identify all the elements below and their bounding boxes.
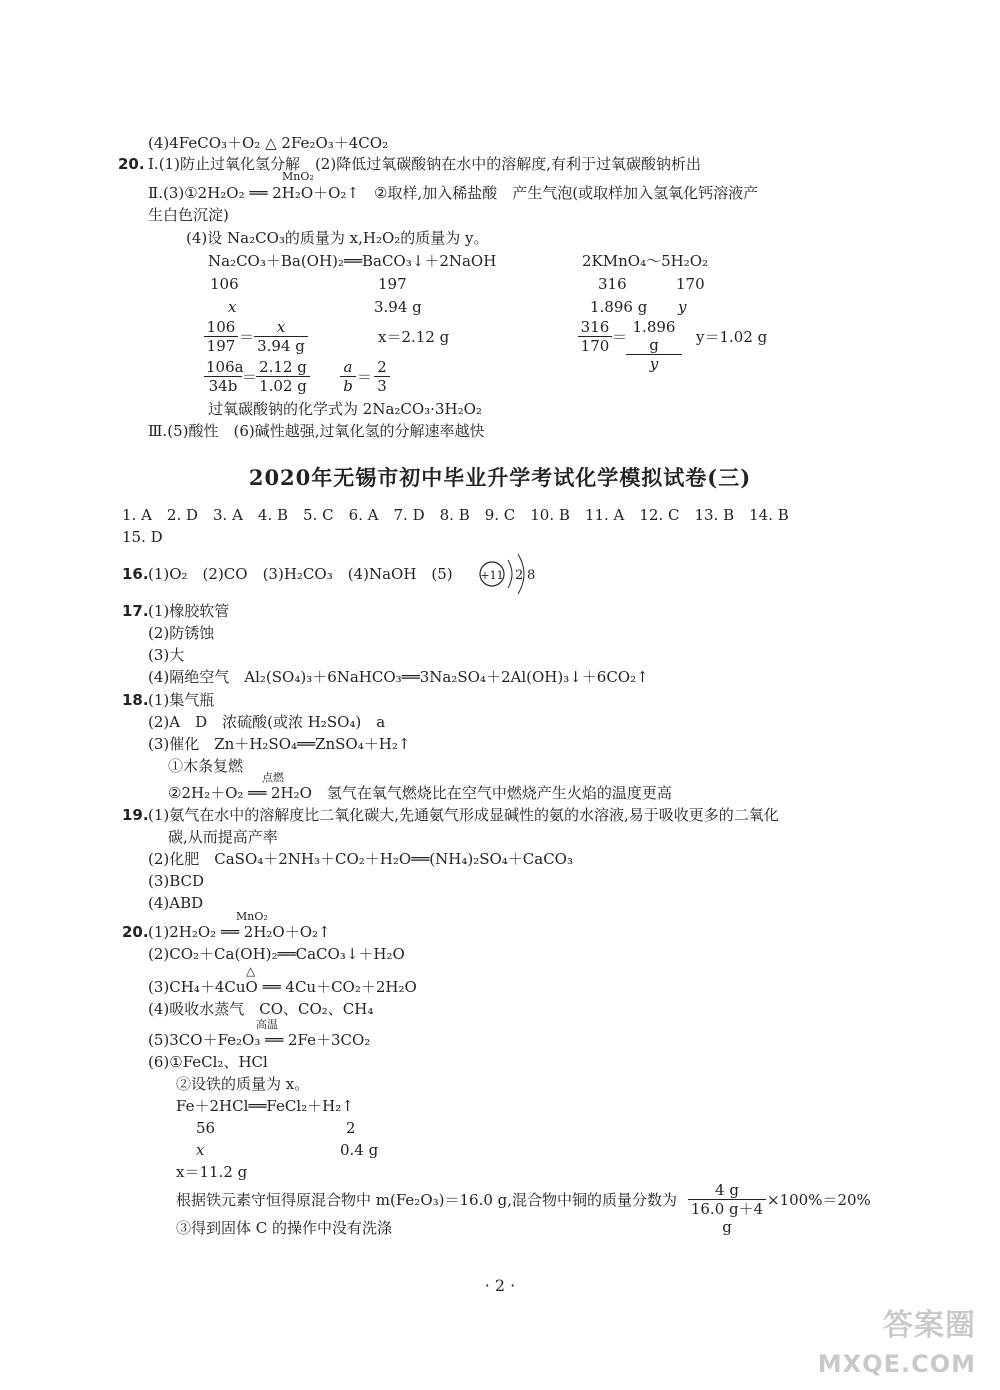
q20-part4-setup: (4)设 Na₂CO₃的质量为 x,H₂O₂的质量为 y。 [186, 229, 489, 247]
fraction-1896-y: $\frac{1.896 g}{y}$ [626, 318, 682, 373]
q19-line-1b: 碳,从而提高产率 [168, 828, 278, 846]
q18-line-4: ①木条复燃 [168, 757, 244, 775]
q20b-number: 20. [122, 923, 149, 941]
q20b-line-7: ②设铁的质量为 x。 [176, 1075, 310, 1093]
q16-answers: (1)O₂ (2)CO (3)H₂CO₃ (4)NaOH (5) [148, 565, 453, 583]
fraction-106-197: $\frac{106}{197}$ [204, 318, 238, 355]
fraction-106a-34b: $\frac{106a}{34b}$ [206, 358, 244, 395]
q20-number: 20. [118, 155, 145, 173]
ignition-condition: 点燃 [262, 771, 284, 784]
coef-170: 170 [676, 275, 705, 293]
q20b-line-9: 根据铁元素守恒得原混合物中 m(Fe₂O₃)＝16.0 g,混合物中铜的质量分数为 [176, 1191, 678, 1209]
q17-line-3: (3)大 [148, 646, 185, 664]
q19-line-1: (1)氨气在水中的溶解度比二氧化碳大,先通氨气形成显碱性的氨的水溶液,易于吸收更多的二氧化 [148, 806, 779, 824]
q17-line-2: (2)防锈蚀 [148, 624, 215, 642]
fraction-a-b: $\frac{a}{b}$ [340, 358, 356, 395]
q20b-line-6: (6)①FeCl₂、HCl [148, 1053, 268, 1071]
shell-1-electrons: 2 [515, 568, 524, 583]
q20-mno2-condition: MnO₂ [282, 170, 314, 183]
fraction-2-3: $\frac{2}{3}$ [374, 358, 390, 395]
q20-part-II-cont: 生白色沉淀) [148, 206, 229, 224]
equation-right: 2KMnO₄～5H₂O₂ [582, 252, 709, 270]
q18-number: 18. [122, 691, 149, 709]
equals-sign-2: ＝ [612, 328, 628, 346]
result-y: y＝1.02 g [696, 328, 768, 346]
mass-04: 0.4 g [340, 1141, 379, 1159]
q16-number: 16. [122, 565, 149, 583]
q20b-line-4: (4)吸收水蒸气 CO、CO₂、CH₄ [148, 1000, 374, 1018]
q20-part-I: Ⅰ.(1)防止过氧化氢分解 (2)降低过氧碳酸钠在水中的溶解度,有利于过氧碳酸钠析出 [148, 155, 701, 173]
q20b-line-3: (3)CH₄＋4CuO ══ 4Cu＋CO₂＋2H₂O [148, 978, 417, 996]
result-x: x＝2.12 g [378, 328, 450, 346]
unknown-x: x [228, 298, 237, 316]
q19-line-2: (2)化肥 CaSO₄＋2NH₃＋CO₂＋H₂O══(NH₄)₂SO₄＋CaCO₃ [148, 850, 573, 868]
watermark-logo: 答案圈 [883, 1308, 976, 1343]
q20b-percent: ×100%＝20% [767, 1191, 871, 1209]
q19-part4-equation: (4)4FeCO₃＋O₂ △ 2Fe₂O₃＋4CO₂ [148, 134, 389, 152]
q20-part-III: Ⅲ.(5)酸性 (6)碱性越强,过氧化氢的分解速率越快 [148, 422, 485, 440]
coef-56: 56 [196, 1119, 216, 1137]
unknown-y: y [678, 298, 687, 316]
q20b-line-10: ③得到固体 C 的操作中没有洗涤 [176, 1219, 393, 1237]
mc-answers-row-2: 15. D [122, 528, 163, 546]
q18-line-1: (1)集气瓶 [148, 691, 215, 709]
coef-106: 106 [210, 275, 239, 293]
result-fe-mass: x＝11.2 g [176, 1163, 248, 1181]
mass-1896: 1.896 g [590, 298, 648, 316]
equation-left: Na₂CO₃＋Ba(OH)₂══BaCO₃↓＋2NaOH [208, 252, 497, 270]
catalyst-condition: MnO₂ [236, 910, 268, 923]
coef-2: 2 [346, 1119, 356, 1137]
nucleus-charge: +11 [480, 569, 504, 582]
page-number: · 2 · [484, 1276, 516, 1295]
equals-sign-3: ＝ [242, 368, 258, 386]
fraction-316-170: $\frac{316}{170}$ [578, 318, 612, 355]
q20-part-II: Ⅱ.(3)①2H₂O₂ ══ 2H₂O＋O₂↑ ②取样,加入稀盐酸 产生气泡(或取样加入氢氧化钙溶液产 [148, 184, 759, 202]
q19-number: 19. [122, 806, 149, 824]
q17-line-4: (4)隔绝空气 Al₂(SO₄)₃＋6NaHCO₃══3Na₂SO₄＋2Al(OH)₃↓＋6CO₂↑ [148, 668, 649, 686]
q20b-line-8: Fe＋2HCl══FeCl₂＋H₂↑ [176, 1097, 354, 1115]
exam-title: 2020年无锡市初中毕业升学考试化学模拟试卷(三) [248, 465, 752, 490]
coef-197: 197 [378, 275, 407, 293]
coef-316: 316 [598, 275, 627, 293]
heat-condition: △ [246, 964, 256, 978]
sodium-atom-structure-diagram [478, 548, 540, 602]
q20b-line-2: (2)CO₂＋Ca(OH)₂══CaCO₃↓＋H₂O [148, 945, 405, 963]
q17-line-1: (1)橡胶软管 [148, 602, 230, 620]
high-temp-condition: 高温 [256, 1018, 278, 1031]
fraction-212-102: $\frac{2.12 g}{1.02 g}$ [256, 358, 310, 395]
q17-number: 17. [122, 602, 149, 620]
q19-line-3: (3)BCD [148, 872, 205, 890]
electron-shell-1 [508, 560, 512, 588]
mc-answers-row-1: 1. A 2. D 3. A 4. B 5. C 6. A 7. D 8. B 9. C 10. B 11. A 12. C 13. B 14. B [122, 506, 789, 524]
q18-line-5: ②2H₂＋O₂ ══ 2H₂O 氢气在氧气燃烧比在空气中燃烧产生火焰的温度更高 [168, 784, 672, 802]
fraction-x-394: $\frac{x}{3.94 g}$ [254, 318, 308, 355]
equals-sign-4: ＝ [357, 368, 373, 386]
q19-line-4: (4)ABD [148, 894, 204, 912]
mass-394: 3.94 g [374, 298, 422, 316]
equals-sign: ＝ [239, 328, 255, 346]
unknown-x-fe: x [196, 1141, 205, 1159]
watermark-url: MXQE.COM [817, 1350, 976, 1378]
q18-line-3: (3)催化 Zn＋H₂SO₄══ZnSO₄＋H₂↑ [148, 735, 411, 753]
q20b-line-1: (1)2H₂O₂ ══ 2H₂O＋O₂↑ [148, 923, 331, 941]
q18-line-2: (2)A D 浓硫酸(或浓 H₂SO₄) a [148, 713, 386, 731]
chemical-formula-result: 过氧碳酸钠的化学式为 2Na₂CO₃·3H₂O₂ [208, 400, 482, 418]
shell-2-electrons: 8 [527, 568, 536, 583]
copper-fraction: $\frac{4 g}{16.0 g+4 g}$ [688, 1181, 766, 1236]
q20b-line-5: (5)3CO＋Fe₂O₃ ══ 2Fe＋3CO₂ [148, 1031, 371, 1049]
